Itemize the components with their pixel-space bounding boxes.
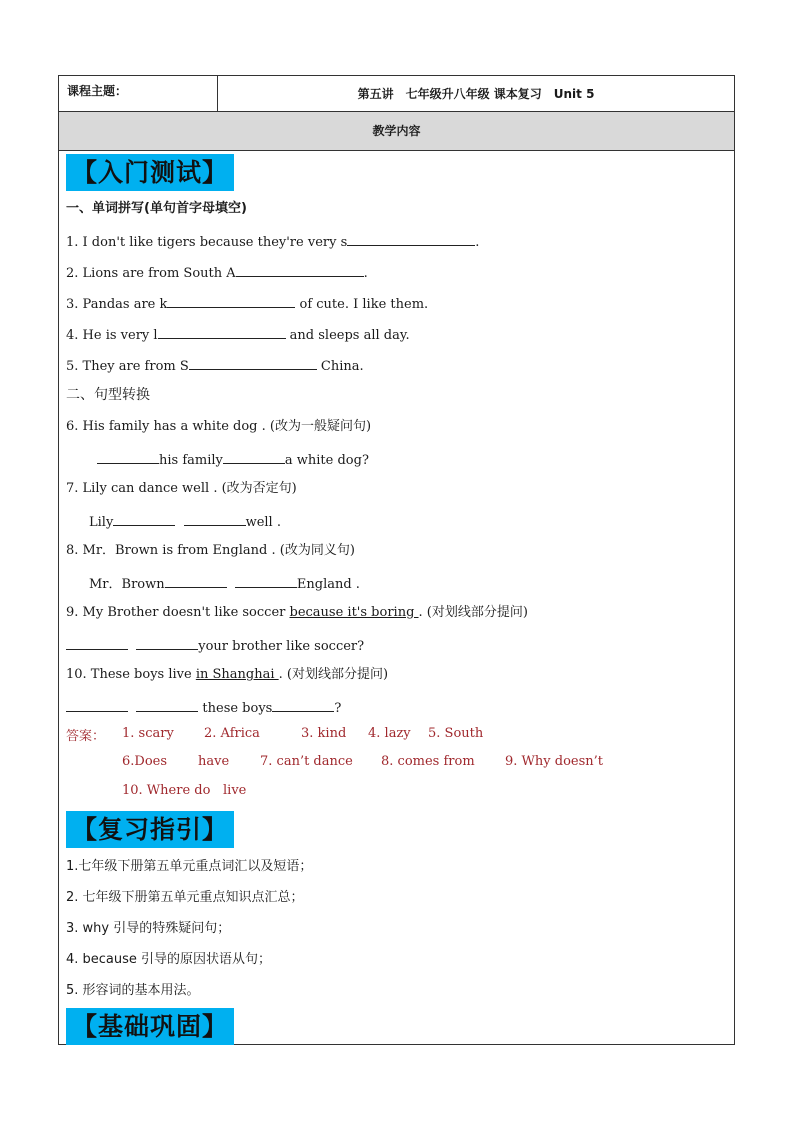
review-item: 1.七年级下册第五单元重点词汇以及短语； bbox=[66, 859, 313, 874]
answer-item: 8. comes from bbox=[381, 754, 475, 769]
question-2-end: . bbox=[363, 266, 368, 281]
answer-blank[interactable] bbox=[272, 697, 334, 712]
question-4-end: and sleeps all day. bbox=[285, 328, 410, 343]
question-6-answer-line bbox=[97, 449, 369, 470]
question-3-text: 3. Pandas are k bbox=[66, 297, 168, 312]
question-1 bbox=[66, 231, 479, 252]
question-7-part-b: well . bbox=[245, 515, 281, 530]
question-10-text: 10. These boys live bbox=[66, 667, 196, 682]
question-9-underlined: because it's boring bbox=[289, 605, 419, 620]
question-10 bbox=[66, 666, 388, 684]
answer-blank[interactable] bbox=[113, 511, 175, 526]
answer-item: 9. Why doesn’t bbox=[505, 754, 603, 769]
teaching-content-header: 教学内容 bbox=[59, 112, 734, 151]
question-2 bbox=[66, 262, 368, 283]
question-7: 7. Lily can dance well . (改为否定句) bbox=[66, 481, 297, 496]
answer-item: 3. kind bbox=[301, 726, 347, 741]
question-9-instruction: . (对划线部分提问) bbox=[418, 605, 528, 620]
question-10-answer-line bbox=[66, 697, 341, 718]
part2-title: 二、句型转换 bbox=[66, 387, 150, 403]
question-5 bbox=[66, 355, 364, 376]
review-item: 5. 形容词的基本用法。 bbox=[66, 983, 200, 998]
answer-blank[interactable] bbox=[347, 231, 475, 246]
question-9-answer-line bbox=[66, 635, 364, 656]
answer-blank[interactable] bbox=[165, 573, 227, 588]
answer-item: 5. South bbox=[428, 726, 484, 741]
question-9 bbox=[66, 604, 528, 622]
section-title-entry-test: 【入门测试】 bbox=[66, 154, 234, 191]
question-8-part-b: England . bbox=[296, 577, 360, 592]
header-row bbox=[59, 76, 734, 112]
answer-item: live bbox=[223, 783, 247, 798]
question-9-line-text: your brother like soccer? bbox=[198, 639, 365, 654]
question-9-text: 9. My Brother doesn't like soccer bbox=[66, 605, 290, 620]
question-4-text: 4. He is very l bbox=[66, 328, 158, 343]
question-1-end: . bbox=[475, 235, 480, 250]
answer-blank[interactable] bbox=[66, 635, 128, 650]
answer-blank[interactable] bbox=[97, 449, 159, 464]
answer-blank[interactable] bbox=[136, 635, 198, 650]
answer-blank[interactable] bbox=[235, 573, 297, 588]
answer-item: 2. Africa bbox=[204, 726, 260, 741]
answers-label: 答案： bbox=[66, 729, 106, 744]
question-5-end: China. bbox=[316, 359, 364, 374]
review-item: 2. 七年级下册第五单元重点知识点汇总； bbox=[66, 890, 304, 905]
answer-blank[interactable] bbox=[236, 262, 364, 277]
answer-item: 6.Does bbox=[122, 754, 168, 769]
question-8-part-a: Mr．Brown bbox=[89, 577, 165, 592]
section-title-review-guide: 【复习指引】 bbox=[66, 811, 234, 848]
question-8-answer-line bbox=[89, 573, 360, 594]
lesson-table bbox=[58, 75, 735, 1045]
answer-item: have bbox=[198, 754, 230, 769]
course-topic-label: 课程主题： bbox=[59, 76, 218, 111]
answer-item: 1. scary bbox=[122, 726, 174, 741]
question-6-part-b: a white dog? bbox=[284, 453, 369, 468]
answer-blank[interactable] bbox=[66, 697, 128, 712]
question-10-underlined: in Shanghai bbox=[195, 667, 279, 682]
review-item: 4. because 引导的原因状语从句； bbox=[66, 952, 272, 967]
answer-item: 4. lazy bbox=[368, 726, 411, 741]
course-title: 第五讲 七年级升八年级 课本复习 Unit 5 bbox=[357, 87, 595, 101]
question-6: 6. His family has a white dog . (改为一般疑问句) bbox=[66, 419, 372, 434]
answer-item: 7. can’t dance bbox=[260, 754, 353, 769]
question-3 bbox=[66, 293, 428, 314]
answer-blank[interactable] bbox=[223, 449, 285, 464]
answer-item: 10. Where do bbox=[122, 783, 211, 798]
part1-title: 一、单词拼写(单句首字母填空) bbox=[66, 201, 247, 216]
question-10-line-text: these boys bbox=[198, 701, 273, 716]
question-10-end: ? bbox=[334, 701, 342, 716]
answer-blank[interactable] bbox=[184, 511, 246, 526]
review-item: 3. why 引导的特殊疑问句； bbox=[66, 921, 231, 936]
question-4 bbox=[66, 324, 410, 345]
question-1-text: 1. I don't like tigers because they're very s bbox=[66, 235, 348, 250]
section-title-basic-consolidation: 【基础巩固】 bbox=[66, 1008, 234, 1045]
question-8: 8. Mr．Brown is from England . (改为同义句) bbox=[66, 543, 355, 558]
answer-blank[interactable] bbox=[136, 697, 198, 712]
question-3-end: of cute. I like them. bbox=[295, 297, 429, 312]
answer-blank[interactable] bbox=[189, 355, 317, 370]
question-5-text: 5. They are from S bbox=[66, 359, 189, 374]
question-6-part-a: his family bbox=[159, 453, 223, 468]
question-7-answer-line bbox=[89, 511, 281, 532]
answer-blank[interactable] bbox=[158, 324, 286, 339]
answer-blank[interactable] bbox=[167, 293, 295, 308]
question-7-part-a: Lily bbox=[89, 515, 114, 530]
question-2-text: 2. Lions are from South A bbox=[66, 266, 236, 281]
question-10-instruction: . (对划线部分提问) bbox=[278, 667, 389, 682]
